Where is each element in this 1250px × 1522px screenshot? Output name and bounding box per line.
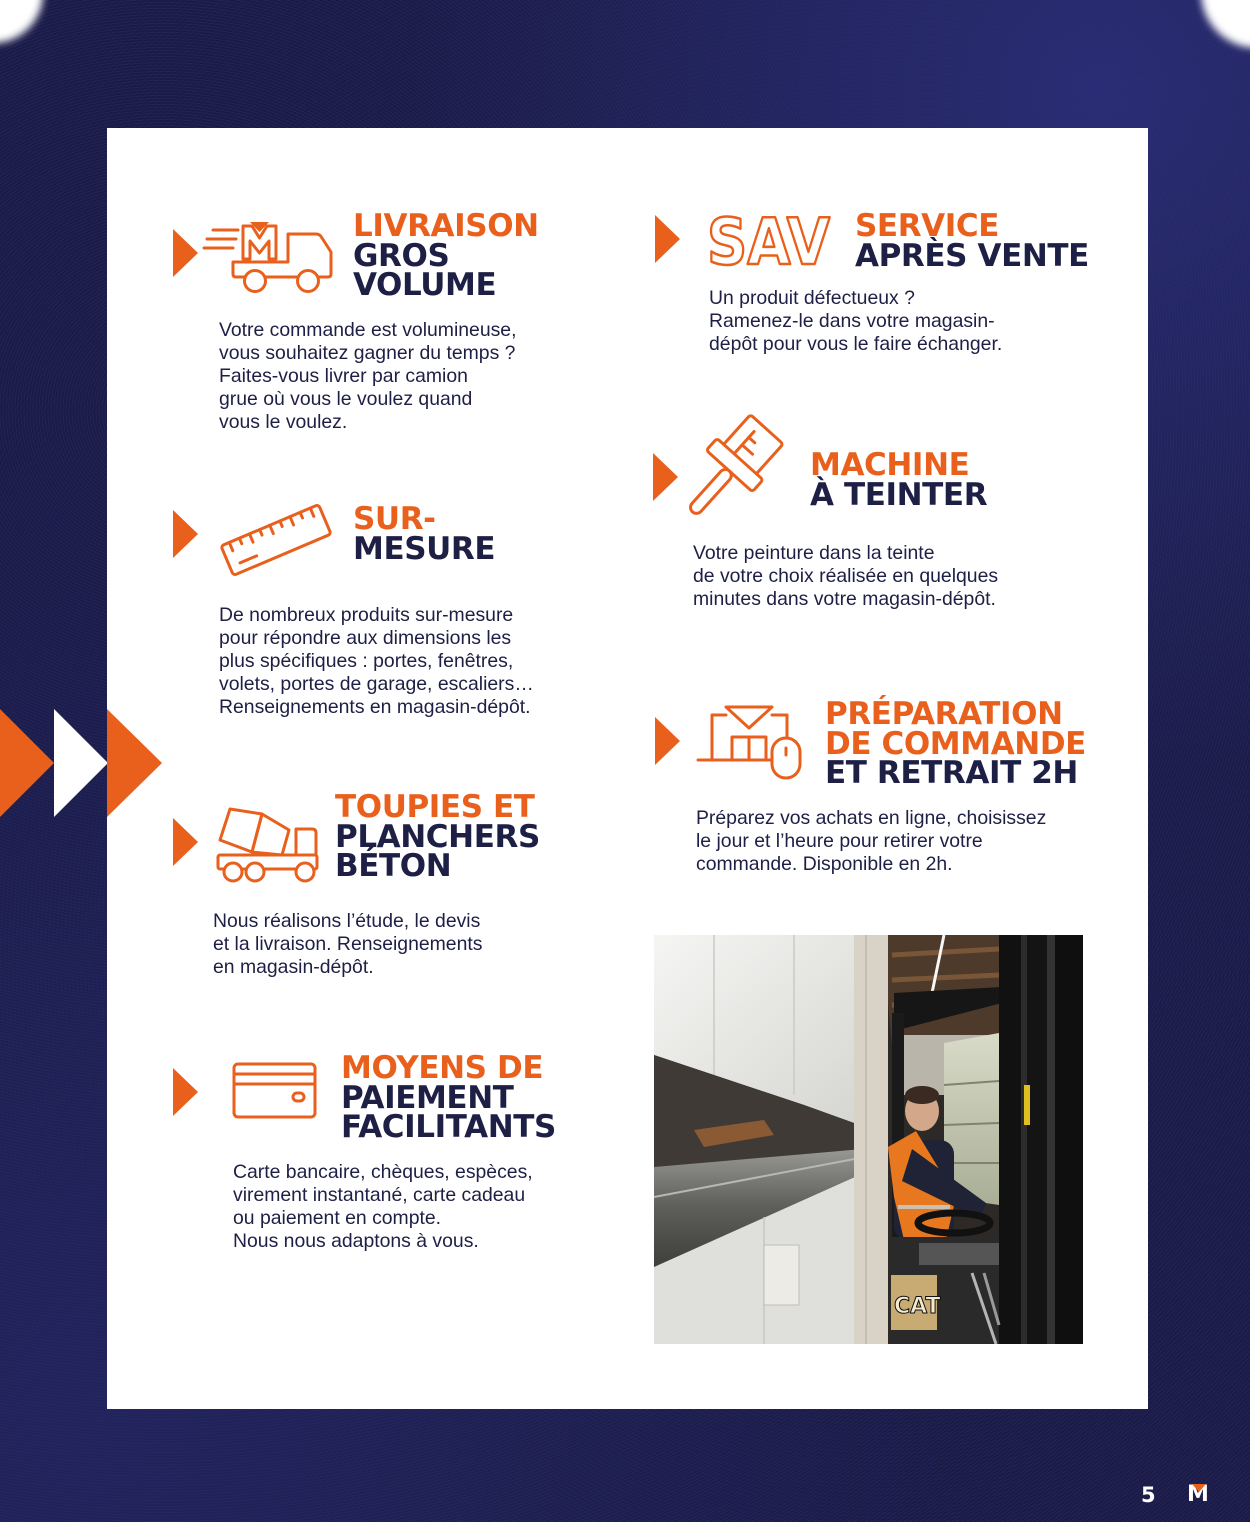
bullet-arrow-icon xyxy=(173,510,198,558)
bullet-arrow-icon xyxy=(653,453,678,501)
logo-notch-icon xyxy=(1192,1484,1206,1492)
bullet-arrow-icon xyxy=(173,229,198,277)
description-line: pour répondre aux dimensions les xyxy=(219,627,512,649)
description-line: De nombreux produits sur-mesure xyxy=(219,604,514,626)
description-line: virement instantané, carte cadeau xyxy=(233,1184,526,1206)
service-title xyxy=(353,208,539,303)
title-line-accent: MACHINE xyxy=(810,447,970,483)
description-line: Faites-vous livrer par camion xyxy=(219,365,468,387)
title-line: FACILITANTS xyxy=(341,1109,556,1145)
service-title xyxy=(810,447,988,513)
description-line: vous le voulez. xyxy=(219,411,348,433)
page-number: 5 xyxy=(1141,1483,1156,1507)
description-line: ou paiement en compte. xyxy=(233,1207,442,1229)
description-line: minutes dans votre magasin-dépôt. xyxy=(693,588,996,610)
service-description xyxy=(219,604,534,719)
description-line: Ramenez-le dans votre magasin- xyxy=(709,310,995,332)
title-line: À TEINTER xyxy=(810,476,988,513)
description-line: Un produit défectueux ? xyxy=(709,287,915,309)
corner-light-blob-top-right xyxy=(1201,0,1250,48)
title-line-accent: DE COMMANDE xyxy=(825,725,1086,762)
bullet-arrow-icon xyxy=(173,1068,198,1116)
description-line: le jour et l’heure pour retirer votre xyxy=(696,830,983,852)
title-line-accent: SUR- xyxy=(353,501,436,537)
description-line: Renseignements en magasin-dépôt. xyxy=(219,696,531,718)
title-line-accent: SERVICE xyxy=(855,208,1000,244)
warehouse-forklift-photo xyxy=(654,935,1083,1344)
sav-outline-text-icon xyxy=(703,210,835,270)
title-line-accent: PRÉPARATION xyxy=(825,696,1063,732)
concrete-mixer-truck-icon xyxy=(212,803,324,887)
title-line-accent: LIVRAISON xyxy=(353,208,539,244)
description-line: Votre commande est volumineuse, xyxy=(219,319,517,341)
service-description xyxy=(709,287,1002,356)
bullet-arrow-icon xyxy=(655,717,680,765)
title-line: GROS xyxy=(353,237,450,274)
service-description xyxy=(693,542,998,611)
sav-logo-text: SAV xyxy=(707,210,831,270)
service-title xyxy=(335,789,540,884)
service-title xyxy=(825,696,1086,791)
title-line: BÉTON xyxy=(335,848,452,884)
title-line: MESURE xyxy=(353,530,496,567)
description-line: Votre peinture dans la teinte xyxy=(693,542,935,564)
title-line: ET RETRAIT 2H xyxy=(825,755,1078,791)
description-line: plus spécifiques : portes, fenêtres, xyxy=(219,650,514,672)
description-line: Préparez vos achats en ligne, choisissez xyxy=(696,807,1047,829)
photo-illustration xyxy=(654,935,1083,1344)
description-line: dépôt pour vous le faire échanger. xyxy=(709,333,1003,355)
store-click-collect-icon xyxy=(695,702,805,784)
title-line: PLANCHERS xyxy=(335,818,540,855)
brand-logo xyxy=(1187,1484,1211,1506)
description-line: volets, portes de garage, escaliers… xyxy=(219,673,534,695)
description-line: en magasin-dépôt. xyxy=(213,956,374,978)
service-description xyxy=(233,1161,533,1253)
description-line: grue où vous le voulez quand xyxy=(219,388,473,410)
service-title xyxy=(855,208,1089,274)
description-line: Nous nous adaptons à vous. xyxy=(233,1230,479,1252)
service-description xyxy=(219,319,516,434)
corner-light-blob-top-left xyxy=(0,0,43,43)
ruler-icon xyxy=(212,497,340,582)
title-line-accent: MOYENS DE xyxy=(341,1050,544,1086)
title-line: VOLUME xyxy=(353,267,497,303)
service-description xyxy=(696,807,1046,876)
description-line: et la livraison. Renseignements xyxy=(213,933,483,955)
service-description xyxy=(213,910,482,979)
bullet-arrow-icon xyxy=(173,818,198,866)
description-line: Carte bancaire, chèques, espèces, xyxy=(233,1161,533,1183)
title-line: APRÈS VENTE xyxy=(855,237,1089,274)
delivery-truck-icon xyxy=(200,218,340,294)
bullet-arrow-icon xyxy=(655,215,680,263)
title-line-accent: TOUPIES ET xyxy=(335,789,535,825)
decorative-chevron-arrows-icon xyxy=(0,705,165,821)
description-line: commande. Disponible en 2h. xyxy=(696,853,953,875)
credit-card-icon xyxy=(230,1060,320,1122)
description-line: Nous réalisons l’étude, le devis xyxy=(213,910,481,932)
description-line: de votre choix réalisée en quelques xyxy=(693,565,999,587)
service-title xyxy=(341,1050,556,1145)
service-title xyxy=(353,501,496,567)
forklift-brand-label: CAT xyxy=(894,1294,941,1319)
paint-brush-icon xyxy=(680,414,790,519)
description-line: vous souhaitez gagner du temps ? xyxy=(219,342,516,364)
logo-letter: M xyxy=(1187,1482,1209,1507)
title-line: PAIEMENT xyxy=(341,1079,514,1116)
